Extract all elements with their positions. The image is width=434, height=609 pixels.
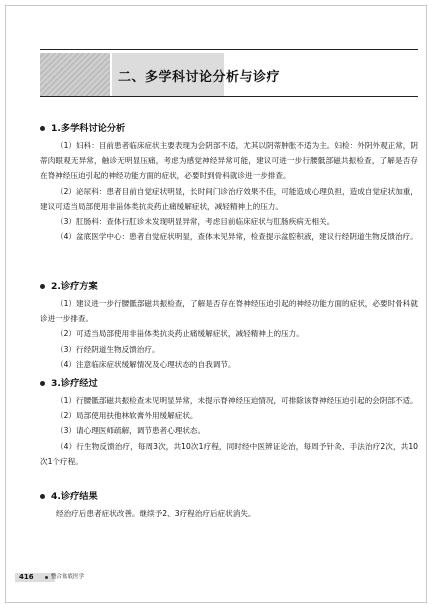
section-treatment-plan	[40, 279, 418, 372]
bullet-icon	[40, 381, 45, 386]
paragraph: （3）行经阴道生物反馈治疗。	[56, 344, 160, 354]
paragraph: （3）请心理医师疏解，调节患者心理状态。	[56, 426, 206, 436]
bullet-icon	[40, 126, 45, 131]
bullet-icon	[40, 494, 45, 499]
section-title: 3.诊疗经过	[51, 378, 98, 389]
book-title: 整合盆底医学	[51, 574, 85, 580]
section-heading	[40, 279, 418, 294]
header-top-rule	[40, 49, 418, 50]
footer-dot-icon	[45, 576, 48, 579]
paragraph: （1）行腰骶部磁共振检查未见明显异常，未提示脊神经压迫情况，可排除该脊神经压迫引起的会阴部不适。	[56, 396, 418, 405]
section-discussion	[40, 121, 418, 244]
paragraph: （2）可适当局部使用非甾体类抗炎药止痛缓解症状，减轻精神上的压力。	[56, 329, 304, 339]
section-heading	[40, 489, 418, 504]
paragraph: （1）妇科：目前患者临床症状主要表现为会阴部不适，尤其以阴蒂肿胀不适为主。妇检：外阴外观正常，阴蒂肉眼观无异常，触诊无明显压痛，考虑为感觉神经异常可能，建议可进一步行腰骶部磁共振检查，了解是否存在脊神经压迫引起的神经功能方面的症状，必要时到骨科就诊进一步排查。	[40, 141, 418, 181]
paragraph: （2）局部使用扶他林软膏外用缓解症状。	[56, 411, 198, 421]
section-title: 2.诊疗方案	[51, 281, 98, 292]
bullet-icon	[40, 284, 45, 289]
paragraph: 经治疗后患者症状改善。继续予2、3疗程治疗后症状消失。	[56, 509, 256, 518]
paragraph: （2）泌尿科：患者目前自觉症状明显，长时间门诊治疗效果不佳，可能造成心理负担，造成自觉症状加重，建议可适当局部使用非甾体类抗炎药止痛缓解症状，减轻精神上的压力。	[40, 186, 418, 211]
paragraph: （1）建议进一步行腰骶部磁共振检查，了解是否存在脊神经压迫引起的神经功能方面的症状，必要时骨科就诊进一步排查。	[40, 299, 418, 324]
header-hatched-band	[40, 53, 110, 96]
page-number: 416	[19, 573, 34, 581]
paragraph: （4）注意临床症状缓解情况及心理状态的自我调节。	[56, 359, 236, 369]
section-treatment-process	[40, 376, 418, 469]
paragraph: （4）行生物反馈治疗，每周3次，共10次1疗程，同时经中医辨证论治，每周予针灸、手法治疗2次，共10次1个疗程。	[40, 441, 418, 466]
chapter-title: 二、多学科讨论分析与诊疗	[118, 70, 281, 85]
header-bottom-rule	[40, 96, 418, 97]
section-heading	[40, 376, 418, 391]
section-treatment-result	[40, 489, 418, 521]
section-title: 1.多学科讨论分析	[51, 123, 126, 134]
paragraph: （4）盆底医学中心：患者自觉症状明显，查体未见异常，检查提示盆腔积液，建议行经阴道生物反馈治疗。	[56, 232, 418, 242]
paragraph: （3）肛肠科：查体行肛诊未发现明显异常，考虑目前临床症状与肛肠疾病无相关。	[56, 217, 335, 227]
section-title: 4.诊疗结果	[51, 491, 98, 502]
section-heading	[40, 121, 418, 136]
